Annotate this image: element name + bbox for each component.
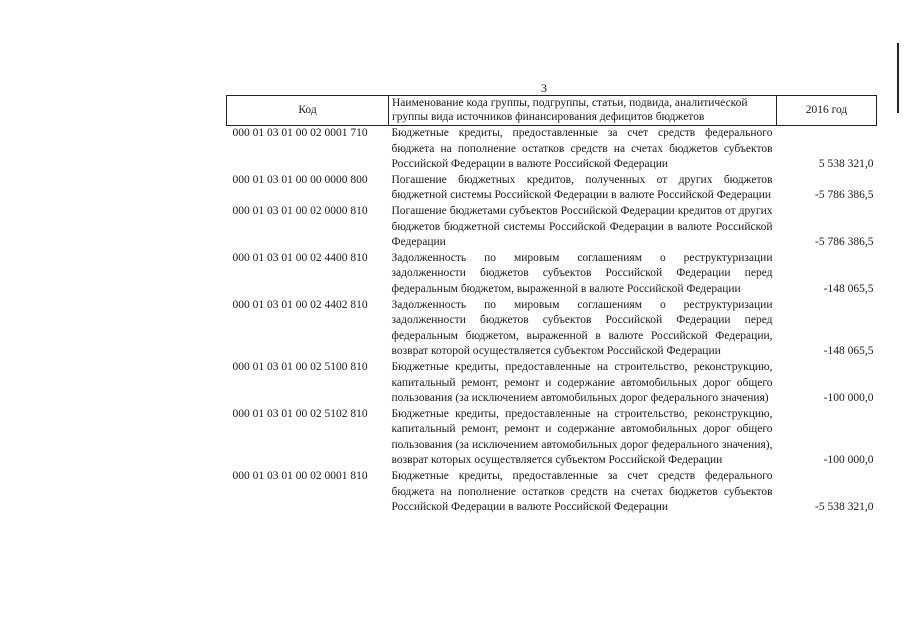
row-amount: -5 538 321,0 bbox=[815, 501, 874, 514]
row-code: 000 01 03 01 00 02 5100 810 bbox=[232, 360, 368, 373]
page-edge-line bbox=[897, 43, 899, 113]
table-row bbox=[227, 469, 877, 516]
table-row bbox=[227, 407, 877, 469]
budget-sources-table bbox=[226, 95, 877, 516]
row-amount: -5 786 386,5 bbox=[815, 189, 874, 202]
row-code: 000 01 03 01 00 00 0000 800 bbox=[232, 173, 368, 186]
row-amount: -100 000,0 bbox=[823, 392, 874, 405]
row-name: Бюджетные кредиты, предоставленные за счет средств федерального бюджета на пополнение остатков средств на счетах бюджетов субъектов Российской Федерации в валюте Российской Федерации bbox=[391, 470, 773, 514]
row-code: 000 01 03 01 00 02 4400 810 bbox=[232, 251, 368, 264]
row-amount: 5 538 321,0 bbox=[818, 158, 874, 171]
row-name: Погашение бюджетами субъектов Российской Федерации кредитов от других бюджетов бюджетной системы Российской Федерации в валюте Российской Федерации bbox=[391, 204, 773, 249]
row-code: 000 01 03 01 00 02 0001 710 bbox=[232, 127, 368, 139]
table-row bbox=[227, 204, 877, 251]
row-code: 000 01 03 01 00 02 0001 810 bbox=[232, 470, 368, 483]
page-number: 3 bbox=[541, 81, 547, 95]
row-code: 000 01 03 01 00 02 5102 810 bbox=[232, 407, 368, 420]
row-name: Задолженность по мировым соглашениям о реструктуризации задолженности бюджетов субъектов Российской Федерации перед федеральным бюджетом, выраженной в валюте Российской Федерации, возврат которой осуществляется субъектом Российской Федерации bbox=[391, 298, 773, 358]
table-row bbox=[227, 298, 877, 360]
row-name: Погашение бюджетных кредитов, полученных от других бюджетов бюджетной системы Российской Федерации в валюте Российской Федерации bbox=[391, 173, 773, 202]
row-name: Задолженность по мировым соглашениям о реструктуризации задолженности бюджетов субъектов Российской Федерации перед федеральным бюджетом, выраженной в валюте Российской Федерации bbox=[391, 251, 773, 295]
header-name: Наименование кода группы, подгруппы, статьи, подвида, аналитической группы вида источников финансирования дефицитов бюджетов bbox=[389, 96, 777, 126]
header-year: 2016 год bbox=[777, 96, 877, 126]
row-name: Бюджетные кредиты, предоставленные на строительство, реконструкцию, капитальный ремонт, ремонт и содержание автомобильных дорог общего пользования (за исключением автомобильных дорог федерального значения) bbox=[391, 360, 773, 405]
row-name: Бюджетные кредиты, предоставленные за счет средств федерального бюджета на пополнение остатков средств на счетах бюджетов субъектов Российской Федерации в валюте Российской Федерации bbox=[391, 127, 773, 171]
table-row bbox=[227, 173, 877, 204]
row-code: 000 01 03 01 00 02 4402 810 bbox=[232, 298, 368, 311]
row-amount: -5 786 386,5 bbox=[815, 236, 874, 249]
table-row bbox=[227, 126, 877, 173]
table-row bbox=[227, 360, 877, 407]
row-amount: -148 065,5 bbox=[823, 345, 874, 358]
table-row bbox=[227, 251, 877, 298]
row-code: 000 01 03 01 00 02 0000 810 bbox=[232, 204, 368, 217]
table-header-row bbox=[227, 96, 877, 126]
row-name: Бюджетные кредиты, предоставленные на строительство, реконструкцию, капитальный ремонт, ремонт и содержание автомобильных дорог общего пользования (за исключением автомобильных дорог федерального значения), возврат которых осуществляется субъектом Российской Федерации bbox=[391, 407, 773, 467]
row-amount: -100 000,0 bbox=[823, 454, 874, 467]
header-code: Код bbox=[227, 96, 389, 126]
row-amount: -148 065,5 bbox=[823, 282, 874, 295]
